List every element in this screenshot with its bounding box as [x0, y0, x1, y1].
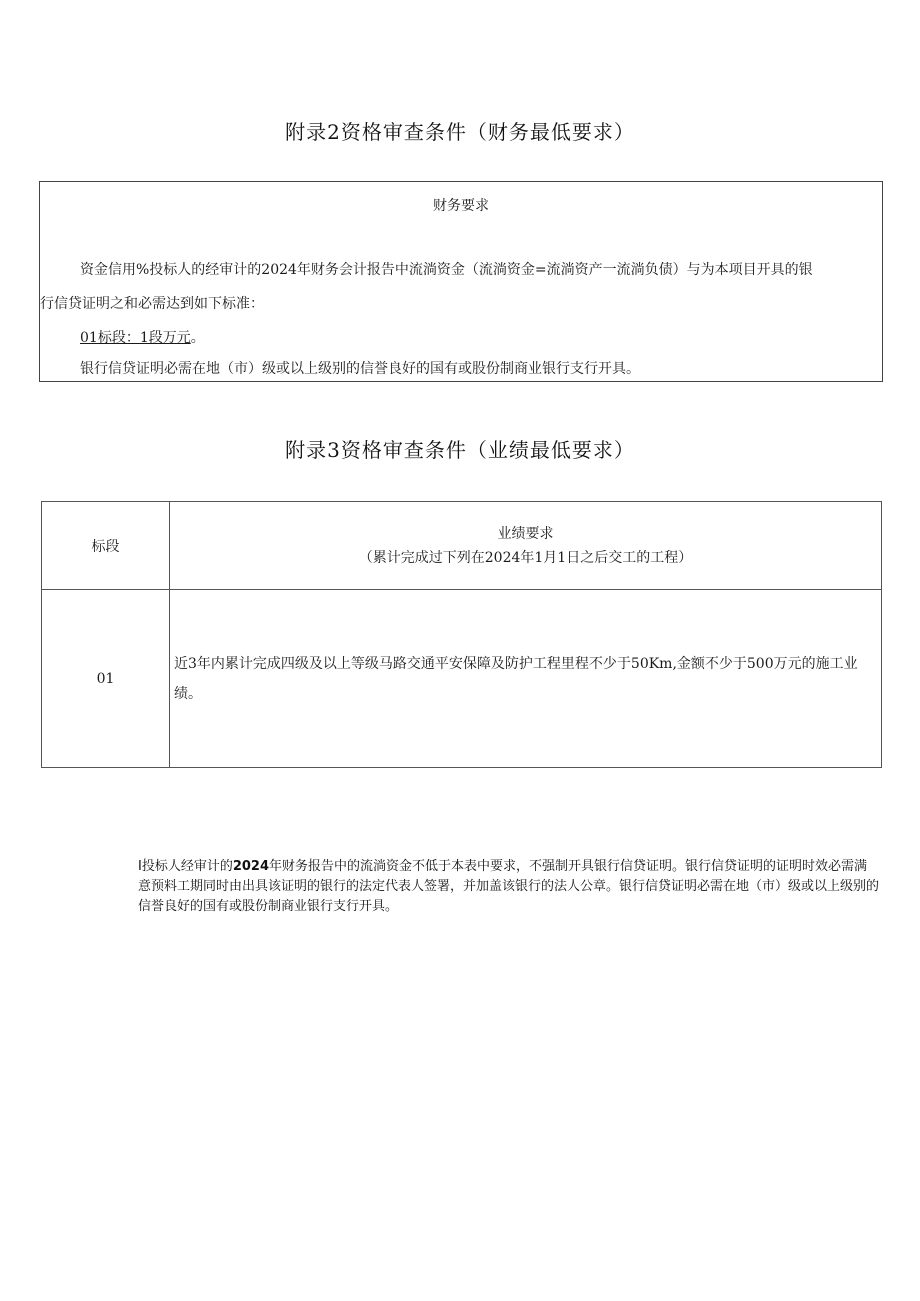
- financial-requirements-title: 财务要求: [433, 198, 489, 214]
- paragraph-line-2: 行信贷证明之和必需达到如下标准：: [40, 296, 264, 312]
- footnote-lead: I投标人经审计的: [138, 859, 233, 874]
- financial-requirements-paragraph: [40, 253, 880, 321]
- lot-amount-line: [80, 327, 205, 347]
- footnote-year: 2024: [232, 859, 270, 874]
- appendix3-title: 附录3资格审查条件（业绩最低要求）: [285, 438, 635, 462]
- header-requirements: [170, 502, 882, 590]
- row-requirements: 近3年内累计完成四级及以上等级马路交通平安保障及防护工程里程不少于50Km,金额不少于500万元的施工业绩。: [170, 590, 882, 768]
- footnote-rest: 年财务报告中的流淌资金不低于本表中要求，不强制开具银行信贷证明。银行信贷证明的证明时效必需满意预料工期同时由出具该证明的银行的法定代表人签署，并加盖该银行的法人公章。银行信贷证明必需在地（市）级或以上级别的信誉良好的国有或股份制商业银行支行开具。: [138, 859, 880, 914]
- table-header-row: [42, 502, 882, 590]
- performance-requirements-table: [41, 501, 882, 768]
- table-row: [42, 590, 882, 768]
- lot-amount-period: 。: [190, 330, 205, 346]
- appendix2-title: 附录2资格审查条件（财务最低要求）: [285, 120, 635, 144]
- header-lot: 标段: [42, 502, 170, 590]
- paragraph-line-1: 资金信用%投标人的经审计的2024年财务会计报告中流淌资金（流淌资金=流淌资产一流淌负债）与为本项目开具的银: [80, 262, 813, 278]
- footnote: [138, 857, 880, 917]
- header-requirements-line-1: 业绩要求: [497, 525, 554, 542]
- header-requirements-line-2: （累计完成过下列在2024年1月1日之后交工的工程）: [358, 549, 693, 566]
- financial-requirements-box: [39, 181, 883, 382]
- lot-amount-text: 01标段：1段万元: [80, 330, 191, 346]
- row-lot: 01: [42, 590, 170, 768]
- bank-credit-note: 银行信贷证明必需在地（市）级或以上级别的信誉良好的国有或股份制商业银行支行开具。: [80, 361, 640, 377]
